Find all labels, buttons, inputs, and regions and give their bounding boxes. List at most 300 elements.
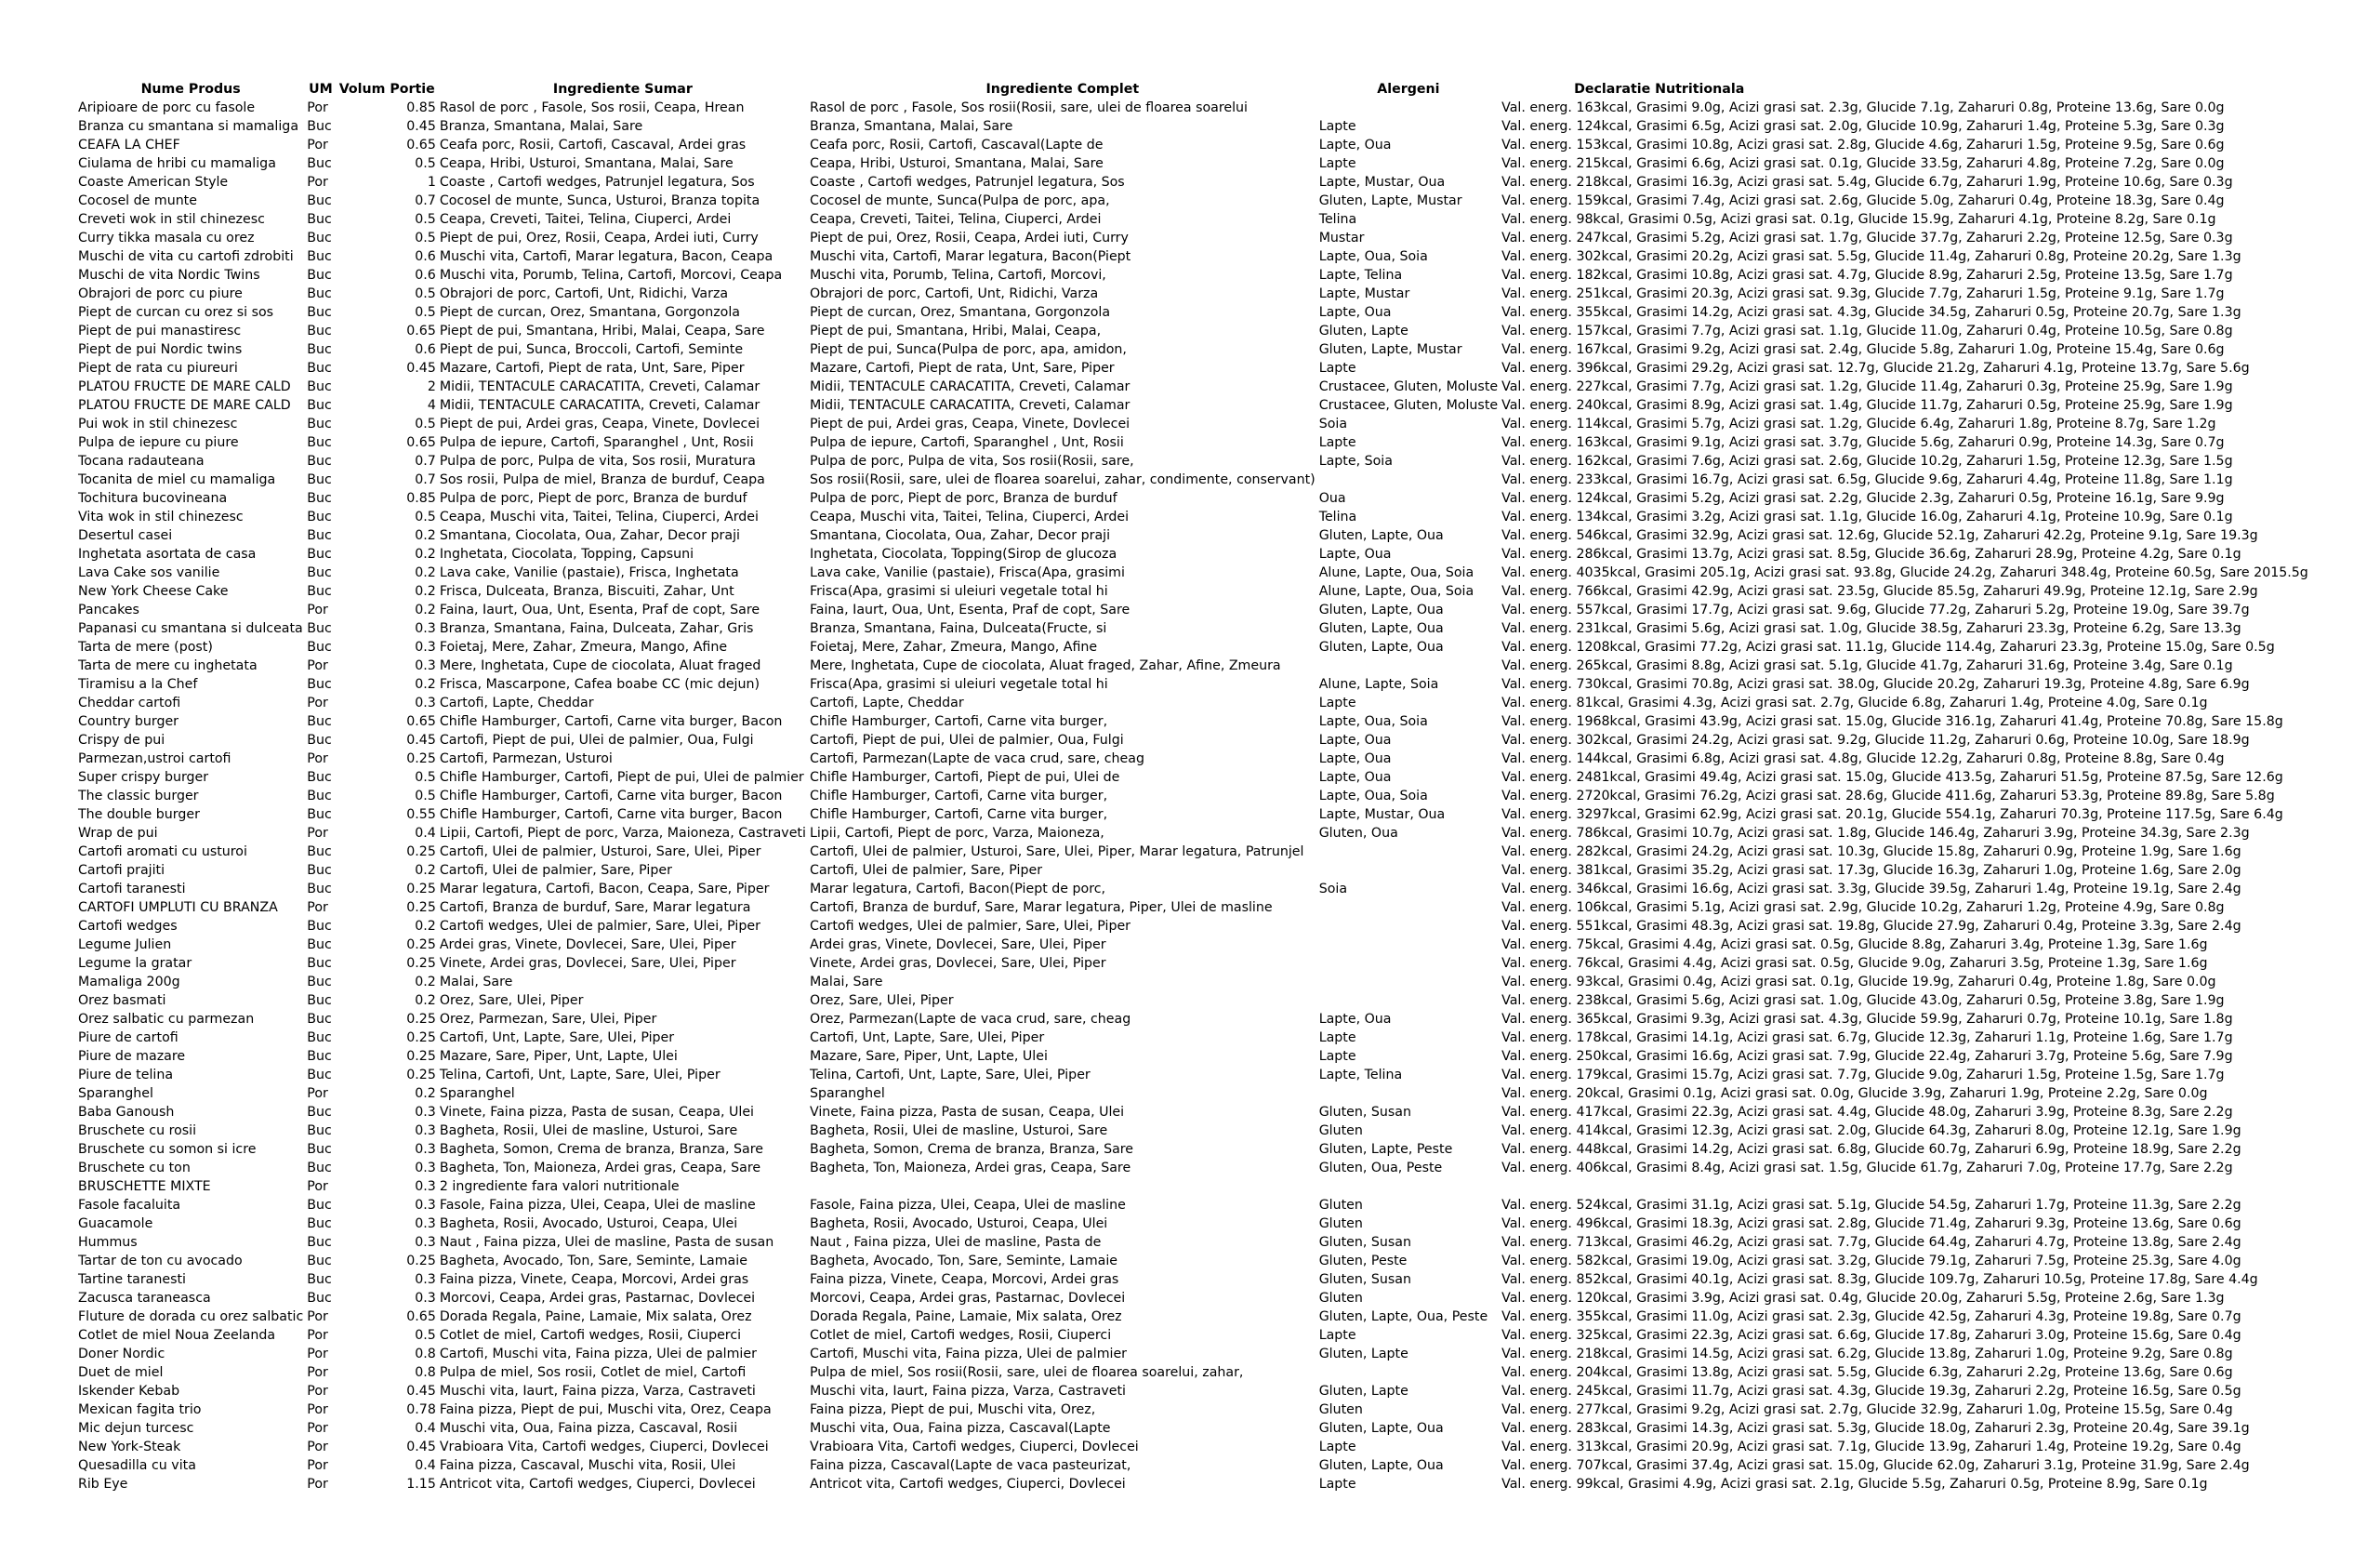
table-row [76,1382,2326,1400]
cell-um: Buc [307,1030,332,1045]
cell-ingrediente-sumar: Cartofi, Branza de burduf, Sare, Marar legatura [439,900,751,915]
cell-ingrediente-sumar: Chifle Hamburger, Cartofi, Carne vita burger, Bacon [439,714,783,729]
cell-um: Buc [307,528,332,543]
cell-alergeni [1317,954,1500,973]
cell-um: Por [307,138,328,153]
cell-declaratie-nutritionala [1500,1177,2326,1196]
cell-um: Buc [307,733,332,748]
cell-volum-portie: 0.7 [415,193,436,208]
cell-ingrediente-complet: Faina pizza, Cascaval(Lapte de vaca pasteurizat, [809,1458,1131,1473]
cell-alergeni: Lapte, Oua [1318,1012,1392,1027]
cell-um: Buc [307,1123,332,1138]
cell-alergeni: Gluten, Lapte [1318,324,1408,338]
cell-ingrediente-sumar: Cotlet de miel, Cartofi wedges, Rosii, Ciuperci [439,1328,742,1343]
cell-um: Buc [307,454,332,469]
cell-nume-produs: Legume la gratar [78,956,192,971]
cell-alergeni: Lapte, Oua [1318,733,1392,748]
cell-ingrediente-complet: Faina pizza, Piept de pui, Muschi vita, Orez, [809,1402,1096,1417]
table-row [76,1196,2326,1215]
cell-ingrediente-complet: Ceapa, Creveti, Taitei, Telina, Ciuperci, Ardei [809,212,1102,227]
cell-volum-portie: 0.25 [406,844,436,859]
cell-declaratie-nutritionala: Val. energ. 3297kcal, Grasimi 62.9g, Acizi grasi sat. 20.1g, Glucide 554.1g, Zaharuri 70.3g, Proteine 117.5g, Sare 6.4g [1501,807,2283,822]
cell-alergeni [1317,99,1500,117]
cell-nume-produs: Cartofi taranesti [78,882,186,896]
table-row [76,192,2326,210]
cell-volum-portie: 0.2 [415,975,436,989]
cell-volum-portie: 0.45 [406,1384,436,1399]
table-row [76,750,2326,768]
cell-volum-portie: 0.25 [406,751,436,766]
cell-alergeni: Alune, Lapte, Soia [1318,677,1439,692]
cell-um: Por [307,1328,328,1343]
cell-nume-produs: Wrap de pui [78,826,158,841]
cell-ingrediente-complet: Cartofi, Muschi vita, Faina pizza, Ulei de palmier [809,1347,1128,1361]
table-row [76,843,2326,861]
cell-nume-produs: Zacusca taraneasca [78,1291,211,1306]
cell-ingrediente-complet: Smantana, Ciocolata, Oua, Zahar, Decor praji [809,528,1111,543]
cell-nume-produs: Mamaliga 200g [78,975,180,989]
cell-nume-produs: Pulpa de iepure cu piure [78,435,239,450]
cell-um: Por [307,1477,328,1492]
cell-ingrediente-complet: Cotlet de miel, Cartofi wedges, Rosii, Ciuperci [809,1328,1112,1343]
cell-volum-portie: 0.5 [415,286,436,301]
cell-um: Buc [307,398,332,413]
cell-ingrediente-sumar: Cartofi, Lapte, Cheddar [439,696,594,710]
cell-ingrediente-complet: Bagheta, Somon, Crema de branza, Branza, Sare [809,1142,1134,1157]
cell-declaratie-nutritionala: Val. energ. 406kcal, Grasimi 8.4g, Acizi grasi sat. 1.5g, Glucide 61.7g, Zaharuri 7.0g, Proteine 17.7g, Sare 2.2g [1501,1161,2233,1175]
cell-ingrediente-complet: Marar legatura, Cartofi, Bacon(Piept de porc, [809,882,1106,896]
cell-ingrediente-sumar: Ceapa, Hribi, Usturoi, Smantana, Malai, Sare [439,156,734,171]
cell-ingrediente-complet: Lipii, Cartofi, Piept de porc, Varza, Maioneza, [809,826,1104,841]
cell-volum-portie: 0.45 [406,361,436,376]
cell-alergeni: Gluten [1318,1402,1363,1417]
cell-volum-portie: 0.5 [415,789,436,803]
cell-nume-produs: Papanasi cu smantana si dulceata [78,621,303,636]
header-volum-portie: Volum Portie [338,82,435,97]
cell-volum-portie: 0.5 [415,417,436,431]
cell-declaratie-nutritionala: Val. energ. 76kcal, Grasimi 4.4g, Acizi grasi sat. 0.5g, Glucide 9.0g, Zaharuri 3.5g, Proteine 1.3g, Sare 1.6g [1501,956,2208,971]
cell-declaratie-nutritionala: Val. energ. 204kcal, Grasimi 13.8g, Acizi grasi sat. 5.5g, Glucide 6.3g, Zaharuri 2.2g, Proteine 13.6g, Sare 0.6g [1501,1365,2233,1380]
cell-volum-portie: 0.65 [406,1309,436,1324]
cell-um: Buc [307,268,332,283]
cell-ingrediente-complet: Dorada Regala, Paine, Lamaie, Mix salata, Orez [809,1309,1122,1324]
cell-ingrediente-sumar: Sparanghel [439,1086,515,1101]
cell-um: Buc [307,807,332,822]
cell-alergeni: Lapte, Telina [1318,1068,1403,1082]
table-row [76,508,2326,526]
cell-nume-produs: Guacamole [78,1216,153,1231]
cell-ingrediente-complet: Ceapa, Hribi, Usturoi, Smantana, Malai, Sare [809,156,1104,171]
cell-ingrediente-complet: Ardei gras, Vinete, Dovlecei, Sare, Ulei, Piper [809,937,1106,952]
cell-um: Buc [307,1012,332,1027]
cell-ingrediente-complet: Frisca(Apa, grasimi si uleiuri vegetale total hi [809,677,1108,692]
cell-declaratie-nutritionala: Val. energ. 106kcal, Grasimi 5.1g, Acizi grasi sat. 2.9g, Glucide 10.2g, Zaharuri 1.2g, Proteine 4.9g, Sare 0.8g [1501,900,2225,915]
cell-volum-portie: 0.65 [406,714,436,729]
cell-volum-portie: 0.3 [415,696,436,710]
table-row [76,582,2326,601]
cell-declaratie-nutritionala: Val. energ. 496kcal, Grasimi 18.3g, Acizi grasi sat. 2.8g, Glucide 71.4g, Zaharuri 9.3g, Proteine 13.6g, Sare 0.6g [1501,1216,2241,1231]
cell-ingrediente-complet: Rasol de porc , Fasole, Sos rosii(Rosii, sare, ulei de floarea soarelui [809,100,1248,115]
cell-declaratie-nutritionala: Val. energ. 120kcal, Grasimi 3.9g, Acizi grasi sat. 0.4g, Glucide 20.0g, Zaharuri 5.5g, Proteine 2.6g, Sare 1.3g [1501,1291,2225,1306]
cell-ingrediente-complet: Piept de pui, Sunca(Pulpa de porc, apa, amidon, [809,342,1127,357]
cell-volum-portie: 0.4 [415,826,436,841]
cell-volum-portie: 0.3 [415,1161,436,1175]
table-row [76,1252,2326,1270]
table-row [76,526,2326,545]
cell-declaratie-nutritionala: Val. energ. 551kcal, Grasimi 48.3g, Acizi grasi sat. 19.8g, Glucide 27.9g, Zaharuri 0.4g, Proteine 3.3g, Sare 2.4g [1501,919,2241,934]
cell-volum-portie: 0.2 [415,677,436,692]
cell-nume-produs: Orez salbatic cu parmezan [78,1012,255,1027]
cell-ingrediente-complet: Cartofi, Unt, Lapte, Sare, Ulei, Piper [809,1030,1045,1045]
cell-ingrediente-sumar: Branza, Smantana, Malai, Sare [439,119,643,134]
cell-ingrediente-complet: Muschi vita, Oua, Faina pizza, Cascaval(Lapte [809,1421,1111,1436]
cell-declaratie-nutritionala: Val. energ. 448kcal, Grasimi 14.2g, Acizi grasi sat. 6.8g, Glucide 60.7g, Zaharuri 6.9g, Proteine 18.9g, Sare 2.2g [1501,1142,2241,1157]
cell-volum-portie: 0.6 [415,342,436,357]
cell-declaratie-nutritionala: Val. energ. 852kcal, Grasimi 40.1g, Acizi grasi sat. 8.3g, Glucide 109.7g, Zaharuri 10.5g, Proteine 17.8g, Sare 4.4g [1501,1272,2258,1287]
cell-alergeni: Lapte, Telina [1318,268,1403,283]
cell-ingrediente-sumar: Muschi vita, Cartofi, Marar legatura, Bacon, Ceapa [439,249,774,264]
cell-ingrediente-sumar: Vinete, Ardei gras, Dovlecei, Sare, Ulei, Piper [439,956,736,971]
cell-declaratie-nutritionala: Val. energ. 93kcal, Grasimi 0.4g, Acizi grasi sat. 0.1g, Glucide 19.9g, Zaharuri 0.4g, Proteine 1.8g, Sare 0.0g [1501,975,2216,989]
cell-um: Buc [307,993,332,1008]
cell-volum-portie: 0.3 [415,658,436,673]
cell-ingrediente-sumar: Coaste , Cartofi wedges, Patrunjel legatura, Sos [439,175,755,190]
cell-alergeni: Gluten, Lapte [1318,1347,1408,1361]
cell-declaratie-nutritionala: Val. energ. 313kcal, Grasimi 20.9g, Acizi grasi sat. 7.1g, Glucide 13.9g, Zaharuri 1.4g, Proteine 19.2g, Sare 0.4g [1501,1440,2241,1454]
table-row [76,601,2326,619]
cell-volum-portie: 0.6 [415,268,436,283]
cell-um: Por [307,696,328,710]
cell-alergeni: Gluten, Lapte, Oua [1318,640,1444,655]
cell-nume-produs: Piure de telina [78,1068,174,1082]
table-row [76,917,2326,936]
cell-um: Buc [307,714,332,729]
cell-alergeni: Alune, Lapte, Oua, Soia [1318,584,1474,599]
cell-volum-portie: 0.5 [415,156,436,171]
cell-um: Buc [307,621,332,636]
cell-volum-portie: 0.55 [406,807,436,822]
cell-nume-produs: Coaste American Style [78,175,229,190]
cell-um: Por [307,1347,328,1361]
cell-alergeni: Lapte, Oua [1318,305,1392,320]
cell-declaratie-nutritionala: Val. energ. 231kcal, Grasimi 5.6g, Acizi grasi sat. 1.0g, Glucide 38.5g, Zaharuri 23.3g, Proteine 6.2g, Sare 13.3g [1501,621,2241,636]
cell-alergeni [1317,1084,1500,1103]
cell-volum-portie: 1.15 [406,1477,436,1492]
cell-nume-produs: Pui wok in stil chinezesc [78,417,238,431]
cell-ingrediente-complet: Muschi vita, Cartofi, Marar legatura, Bacon(Piept [809,249,1131,264]
cell-nume-produs: Iskender Kebab [78,1384,180,1399]
cell-ingrediente-sumar: Vrabioara Vita, Cartofi wedges, Ciuperci, Dovlecei [439,1440,769,1454]
cell-um: Buc [307,1254,332,1268]
cell-volum-portie: 0.65 [406,324,436,338]
table-row [76,657,2326,675]
cell-um: Buc [307,417,332,431]
cell-ingrediente-complet: Bagheta, Avocado, Ton, Sare, Seminte, Lamaie [809,1254,1118,1268]
cell-ingrediente-complet: Vrabioara Vita, Cartofi wedges, Ciuperci, Dovlecei [809,1440,1139,1454]
cell-ingrediente-sumar: Muschi vita, Oua, Faina pizza, Cascaval, Rosii [439,1421,738,1436]
header-ingrediente-sumar: Ingrediente Sumar [552,82,693,97]
table-row [76,229,2326,247]
cell-declaratie-nutritionala: Val. energ. 218kcal, Grasimi 14.5g, Acizi grasi sat. 6.2g, Glucide 13.8g, Zaharuri 1.0g, Proteine 9.2g, Sare 0.8g [1501,1347,2233,1361]
cell-volum-portie: 0.3 [415,1142,436,1157]
cell-ingrediente-sumar: Frisca, Dulceata, Branza, Biscuiti, Zahar, Unt [439,584,734,599]
table-row [76,564,2326,582]
cell-ingrediente-sumar: Malai, Sare [439,975,513,989]
cell-volum-portie: 0.3 [415,621,436,636]
cell-nume-produs: The classic burger [78,789,199,803]
cell-ingrediente-complet: Chifle Hamburger, Cartofi, Carne vita burger, [809,714,1108,729]
cell-um: Buc [307,286,332,301]
cell-ingrediente-complet: Cartofi, Piept de pui, Ulei de palmier, Oua, Fulgi [809,733,1124,748]
cell-volum-portie: 0.65 [406,435,436,450]
cell-declaratie-nutritionala: Val. energ. 2481kcal, Grasimi 49.4g, Acizi grasi sat. 15.0g, Glucide 413.5g, Zaharuri 51.5g, Proteine 87.5g, Sare 12.6g [1501,770,2283,785]
cell-ingrediente-complet [808,1177,1317,1196]
cell-ingrediente-complet: Cartofi, Branza de burduf, Sare, Marar legatura, Piper, Ulei de masline [809,900,1273,915]
cell-ingrediente-complet: Midii, TENTACULE CARACATITA, Creveti, Calamar [809,398,1130,413]
cell-nume-produs: The double burger [78,807,200,822]
cell-volum-portie: 0.2 [415,528,436,543]
table-row [76,1438,2326,1456]
cell-ingrediente-sumar: Muschi vita, Porumb, Telina, Cartofi, Morcovi, Ceapa [439,268,783,283]
table-row [76,285,2326,303]
cell-declaratie-nutritionala: Val. energ. 582kcal, Grasimi 19.0g, Acizi grasi sat. 3.2g, Glucide 79.1g, Zaharuri 7.5g, Proteine 25.3g, Sare 4.0g [1501,1254,2241,1268]
table-row [76,619,2326,638]
cell-nume-produs: CEAFA LA CHEF [78,138,180,153]
cell-ingrediente-sumar: 2 ingrediente fara valori nutritionale [439,1179,680,1194]
cell-nume-produs: BRUSCHETTE MIXTE [78,1179,211,1194]
cell-ingrediente-complet: Piept de curcan, Orez, Smantana, Gorgonzola [809,305,1111,320]
cell-nume-produs: Tocanita de miel cu mamaliga [78,472,276,487]
cell-um: Buc [307,119,332,134]
table-row [76,471,2326,489]
cell-ingrediente-complet: Sparanghel [809,1086,885,1101]
cell-volum-portie: 0.5 [415,1328,436,1343]
cell-volum-portie: 0.25 [406,900,436,915]
cell-ingrediente-complet: Pulpa de porc, Pulpa de vita, Sos rosii(Rosii, sare, [809,454,1134,469]
cell-nume-produs: Rib Eye [78,1477,128,1492]
cell-declaratie-nutritionala: Val. energ. 163kcal, Grasimi 9.1g, Acizi grasi sat. 3.7g, Glucide 5.6g, Zaharuri 0.9g, Proteine 14.3g, Sare 0.7g [1501,435,2225,450]
cell-ingrediente-complet: Chifle Hamburger, Cartofi, Piept de pui, Ulei de [809,770,1120,785]
cell-alergeni: Gluten [1318,1198,1363,1213]
cell-nume-produs: CARTOFI UMPLUTI CU BRANZA [78,900,278,915]
cell-declaratie-nutritionala: Val. energ. 265kcal, Grasimi 8.8g, Acizi grasi sat. 5.1g, Glucide 41.7g, Zaharuri 31.6g, Proteine 3.4g, Sare 0.1g [1501,658,2233,673]
table-row [76,117,2326,136]
cell-ingrediente-sumar: Pulpa de miel, Sos rosii, Cotlet de miel, Cartofi [439,1365,747,1380]
cell-volum-portie: 0.2 [415,565,436,580]
cell-um: Buc [307,547,332,562]
cell-nume-produs: Piept de curcan cu orez si sos [78,305,274,320]
cell-nume-produs: Cocosel de munte [78,193,197,208]
cell-ingrediente-complet: Cartofi, Ulei de palmier, Sare, Piper [809,863,1043,878]
cell-ingrediente-sumar: Bagheta, Somon, Crema de branza, Branza, Sare [439,1142,763,1157]
header-ingrediente-complet: Ingrediente Complet [985,82,1140,97]
cell-nume-produs: Tocana radauteana [78,454,205,469]
cell-nume-produs: Country burger [78,714,179,729]
cell-alergeni [1317,471,1500,489]
spreadsheet [76,80,2326,1493]
cell-ingrediente-sumar: Mazare, Sare, Piper, Unt, Lapte, Ulei [439,1049,678,1064]
cell-declaratie-nutritionala: Val. energ. 157kcal, Grasimi 7.7g, Acizi grasi sat. 1.1g, Glucide 11.0g, Zaharuri 0.4g, Proteine 10.5g, Sare 0.8g [1501,324,2233,338]
cell-declaratie-nutritionala: Val. energ. 557kcal, Grasimi 17.7g, Acizi grasi sat. 9.6g, Glucide 77.2g, Zaharuri 5.2g, Proteine 19.0g, Sare 39.7g [1501,603,2250,617]
cell-ingrediente-sumar: Piept de curcan, Orez, Smantana, Gorgonzola [439,305,740,320]
header-nume-produs: Nume Produs [140,82,241,97]
cell-declaratie-nutritionala: Val. energ. 302kcal, Grasimi 20.2g, Acizi grasi sat. 5.5g, Glucide 11.4g, Zaharuri 0.8g, Proteine 20.2g, Sare 1.3g [1501,249,2241,264]
table-row [76,322,2326,340]
cell-volum-portie: 0.2 [415,1086,436,1101]
cell-um: Buc [307,1049,332,1064]
cell-declaratie-nutritionala: Val. energ. 302kcal, Grasimi 24.2g, Acizi grasi sat. 9.2g, Glucide 11.2g, Zaharuri 0.6g, Proteine 10.0g, Sare 18.9g [1501,733,2250,748]
cell-ingrediente-complet: Morcovi, Ceapa, Ardei gras, Pastarnac, Dovlecei [809,1291,1126,1306]
table-row [76,489,2326,508]
cell-um: Buc [307,937,332,952]
table-row [76,1103,2326,1122]
cell-alergeni: Crustacee, Gluten, Moluste [1318,398,1499,413]
cell-um: Buc [307,1216,332,1231]
cell-volum-portie: 0.3 [415,1179,436,1194]
cell-volum-portie: 0.5 [415,305,436,320]
cell-declaratie-nutritionala: Val. energ. 417kcal, Grasimi 22.3g, Acizi grasi sat. 4.4g, Glucide 48.0g, Zaharuri 3.9g, Proteine 8.3g, Sare 2.2g [1501,1105,2233,1120]
cell-nume-produs: Branza cu smantana si mamaliga [78,119,299,134]
cell-declaratie-nutritionala: Val. energ. 99kcal, Grasimi 4.9g, Acizi grasi sat. 2.1g, Glucide 5.5g, Zaharuri 0.5g, Proteine 8.9g, Sare 0.1g [1501,1477,2208,1492]
cell-ingrediente-complet: Mazare, Sare, Piper, Unt, Lapte, Ulei [809,1049,1048,1064]
cell-nume-produs: Legume Julien [78,937,172,952]
cell-alergeni [1317,861,1500,880]
table-row [76,173,2326,192]
cell-nume-produs: Tiramisu a la Chef [78,677,198,692]
cell-alergeni: Lapte, Mustar [1318,286,1410,301]
cell-um: Por [307,1440,328,1454]
table-row [76,433,2326,452]
cell-declaratie-nutritionala: Val. energ. 707kcal, Grasimi 37.4g, Acizi grasi sat. 15.0g, Glucide 62.0g, Zaharuri 3.1g, Proteine 31.9g, Sare 2.4g [1501,1458,2250,1473]
table-row [76,340,2326,359]
cell-declaratie-nutritionala: Val. energ. 766kcal, Grasimi 42.9g, Acizi grasi sat. 23.5g, Glucide 85.5g, Zaharuri 49.9g, Proteine 12.1g, Sare 2.9g [1501,584,2258,599]
cell-declaratie-nutritionala: Val. energ. 124kcal, Grasimi 5.2g, Acizi grasi sat. 2.2g, Glucide 2.3g, Zaharuri 0.5g, Proteine 16.1g, Sare 9.9g [1501,491,2225,506]
cell-volum-portie: 0.25 [406,1068,436,1082]
cell-ingrediente-sumar: Cartofi, Muschi vita, Faina pizza, Ulei de palmier [439,1347,757,1361]
cell-ingrediente-sumar: Faina pizza, Piept de pui, Muschi vita, Orez, Ceapa [439,1402,772,1417]
cell-volum-portie: 0.2 [415,584,436,599]
cell-um: Buc [307,565,332,580]
cell-alergeni: Lapte [1318,435,1356,450]
cell-alergeni: Lapte, Oua [1318,547,1392,562]
cell-volum-portie: 0.65 [406,138,436,153]
cell-alergeni: Gluten, Lapte, Mustar [1318,342,1462,357]
cell-nume-produs: Piept de rata cu piureuri [78,361,238,376]
cell-ingrediente-sumar: Pulpa de porc, Pulpa de vita, Sos rosii, Muratura [439,454,756,469]
cell-alergeni [1317,936,1500,954]
table-row [76,1159,2326,1177]
cell-declaratie-nutritionala: Val. energ. 355kcal, Grasimi 14.2g, Acizi grasi sat. 4.3g, Glucide 34.5g, Zaharuri 0.5g, Proteine 20.7g, Sare 1.3g [1501,305,2241,320]
cell-um: Por [307,1309,328,1324]
cell-um: Buc [307,863,332,878]
cell-volum-portie: 0.5 [415,770,436,785]
cell-um: Buc [307,379,332,394]
cell-volum-portie: 0.5 [415,212,436,227]
cell-nume-produs: Tarta de mere (post) [78,640,213,655]
table-row [76,1363,2326,1382]
cell-alergeni: Telina [1318,510,1357,524]
cell-alergeni: Gluten, Lapte, Oua [1318,603,1444,617]
cell-alergeni [1317,657,1500,675]
cell-ingrediente-sumar: Branza, Smantana, Faina, Dulceata, Zahar, Gris [439,621,754,636]
cell-ingrediente-complet: Bagheta, Rosii, Avocado, Usturoi, Ceapa, Ulei [809,1216,1108,1231]
cell-ingrediente-complet: Obrajori de porc, Cartofi, Unt, Ridichi, Varza [809,286,1099,301]
table-row [76,824,2326,843]
cell-alergeni: Lapte, Soia [1318,454,1393,469]
cell-um: Buc [307,844,332,859]
cell-um: Por [307,100,328,115]
cell-ingrediente-complet: Piept de pui, Smantana, Hribi, Malai, Ceapa, [809,324,1102,338]
cell-declaratie-nutritionala: Val. energ. 218kcal, Grasimi 16.3g, Acizi grasi sat. 5.4g, Glucide 6.7g, Zaharuri 1.9g, Proteine 10.6g, Sare 0.3g [1501,175,2233,190]
cell-ingrediente-sumar: Vinete, Faina pizza, Pasta de susan, Ceapa, Ulei [439,1105,754,1120]
cell-volum-portie: 0.4 [415,1421,436,1436]
table-row [76,1029,2326,1047]
cell-ingrediente-complet: Vinete, Ardei gras, Dovlecei, Sare, Ulei, Piper [809,956,1106,971]
cell-ingrediente-complet: Pulpa de iepure, Cartofi, Sparanghel , Unt, Rosii [809,435,1124,450]
cell-volum-portie: 4 [427,398,436,413]
cell-um: Por [307,900,328,915]
cell-nume-produs: Piept de pui Nordic twins [78,342,243,357]
cell-um: Buc [307,677,332,692]
header-um: UM [309,82,333,97]
table-row [76,1307,2326,1326]
cell-volum-portie: 0.3 [415,1105,436,1120]
cell-volum-portie: 0.8 [415,1347,436,1361]
cell-ingrediente-sumar: Cartofi, Piept de pui, Ulei de palmier, Oua, Fulgi [439,733,754,748]
cell-nume-produs: Duet de miel [78,1365,164,1380]
table-row [76,1475,2326,1493]
table-row [76,1084,2326,1103]
cell-nume-produs: Fluture de dorada cu orez salbatic [78,1309,304,1324]
cell-alergeni: Gluten [1318,1123,1363,1138]
cell-um: Buc [307,1272,332,1287]
cell-declaratie-nutritionala: Val. energ. 2720kcal, Grasimi 76.2g, Acizi grasi sat. 28.6g, Glucide 411.6g, Zaharuri 53.3g, Proteine 89.8g, Sare 5.8g [1501,789,2275,803]
cell-um: Por [307,1458,328,1473]
cell-alergeni: Gluten [1318,1291,1363,1306]
cell-ingrediente-complet: Fasole, Faina pizza, Ulei, Ceapa, Ulei de masline [809,1198,1126,1213]
cell-volum-portie: 0.3 [415,640,436,655]
cell-ingrediente-sumar: Sos rosii, Pulpa de miel, Branza de burduf, Ceapa [439,472,765,487]
cell-um: Por [307,1365,328,1380]
cell-nume-produs: Piure de mazare [78,1049,186,1064]
cell-um: Buc [307,975,332,989]
cell-volum-portie: 0.45 [406,119,436,134]
cell-ingrediente-complet: Bagheta, Rosii, Ulei de masline, Usturoi, Sare [809,1123,1108,1138]
cell-nume-produs: New York Cheese Cake [78,584,229,599]
cell-declaratie-nutritionala: Val. energ. 283kcal, Grasimi 14.3g, Acizi grasi sat. 5.3g, Glucide 18.0g, Zaharuri 2.3g, Proteine 20.4g, Sare 39.1g [1501,1421,2250,1436]
cell-volum-portie: 0.3 [415,1235,436,1250]
cell-alergeni: Gluten, Lapte, Peste [1318,1142,1453,1157]
cell-alergeni: Gluten, Lapte, Mustar [1318,193,1462,208]
cell-declaratie-nutritionala: Val. energ. 346kcal, Grasimi 16.6g, Acizi grasi sat. 3.3g, Glucide 39.5g, Zaharuri 1.4g, Proteine 19.1g, Sare 2.4g [1501,882,2241,896]
cell-um: Buc [307,770,332,785]
table-row [76,768,2326,787]
cell-declaratie-nutritionala: Val. energ. 1208kcal, Grasimi 77.2g, Acizi grasi sat. 11.1g, Glucide 114.4g, Zaharuri 23.3g, Proteine 15.0g, Sare 0.5g [1501,640,2275,655]
cell-um: Buc [307,249,332,264]
table-row [76,1419,2326,1438]
table-row [76,154,2326,173]
cell-ingrediente-sumar: Cartofi, Ulei de palmier, Sare, Piper [439,863,672,878]
cell-nume-produs: Tarta de mere cu inghetata [78,658,258,673]
cell-ingrediente-complet: Muschi vita, Iaurt, Faina pizza, Varza, Castraveti [809,1384,1126,1399]
table-row [76,1326,2326,1345]
cell-declaratie-nutritionala: Val. energ. 238kcal, Grasimi 5.6g, Acizi grasi sat. 1.0g, Glucide 43.0g, Zaharuri 0.5g, Proteine 3.8g, Sare 1.9g [1501,993,2225,1008]
cell-declaratie-nutritionala: Val. energ. 163kcal, Grasimi 9.0g, Acizi grasi sat. 2.3g, Glucide 7.1g, Zaharuri 0.8g, Proteine 13.6g, Sare 0.0g [1501,100,2225,115]
cell-nume-produs: Bruschete cu rosii [78,1123,197,1138]
table-row [76,787,2326,805]
table-row [76,303,2326,322]
cell-um: Por [307,603,328,617]
